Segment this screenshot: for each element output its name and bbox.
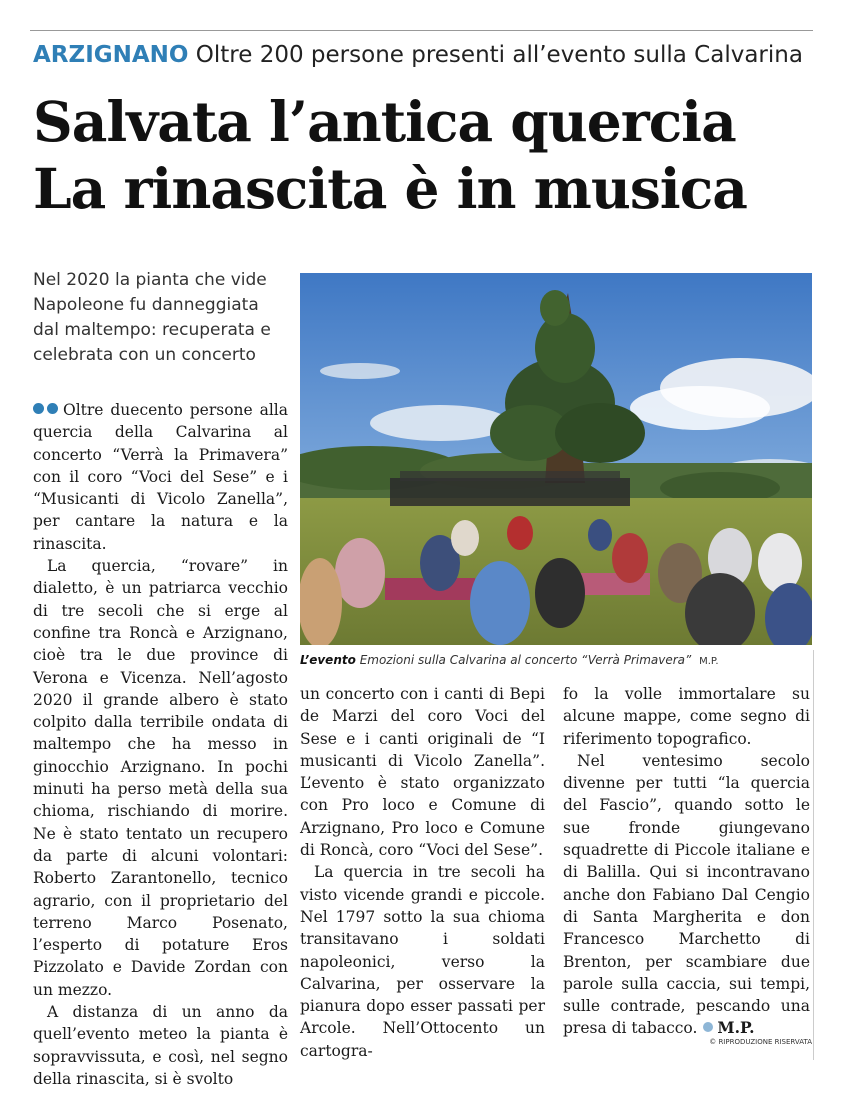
author-signature: M.P. (717, 1018, 755, 1038)
article-column-3 (563, 683, 810, 1040)
headline-line-2: La rinascita è in musica (33, 156, 747, 221)
headline-line-1: Salvata l’antica quercia (33, 89, 736, 154)
headline (33, 88, 823, 222)
caption-text: Emozioni sulla Calvarina al concerto “Verrà Primavera” (359, 653, 692, 667)
article-column-2 (300, 683, 545, 1062)
caption-head: L’evento (300, 653, 356, 667)
concert-photo (300, 273, 812, 645)
article-column-1 (33, 398, 288, 1090)
paragraph-4-start: La quercia in tre secoli ha visto vicende grandi e piccole. Nel 1797 sotto la sua chioma transitavano i soldati napoleonici, verso la Calvarina, per osservare la pianura dopo esser passati per Arcole. Nell’Ottocento un cartogra- (300, 863, 545, 1060)
kicker (33, 42, 823, 68)
photo-caption (300, 653, 820, 667)
paragraph-3-start: A distanza di un anno da quell’evento meteo la pianta è sopravvissuta, e così, nel segno della rinascita, si è svolto (33, 1003, 288, 1088)
paragraph-3-continued: un concerto con i canti di Bepi de Marzi del coro Voci del Sese e i canti originali de “I musicanti di Vicolo Zanella”. L’evento è stato organizzato con Pro loco e Comune di Arzignano, Pro loco e Comune di Roncà, coro “Voci del Sese”. (300, 685, 545, 860)
paragraph-4-continued: fo la volle immortalare su alcune mappe, come segno di riferimento topografico. (563, 685, 810, 748)
caption-credit: M.P. (699, 656, 719, 667)
paragraph-5: Nel ventesimo secolo divenne per tutti “la quercia del Fascio”, quando sotto le sue fronde giungevano squadrette di Piccole italiane e di Balilla. Qui si incontravano anche don Fabiano Dal Cengio di Santa Margherita e don Francesco Marchetto di Brenton, per scambiare due parole sulla caccia, sui tempi, sulle contrade, pescando una presa di tabacco. (563, 751, 810, 1038)
paragraph-1-container (33, 398, 288, 555)
summary: Nel 2020 la pianta che vide Napoleone fu danneggiata dal maltempo: recuperata e celebrata con un concerto (33, 270, 271, 365)
top-rule (30, 30, 813, 31)
kicker-place: ARZIGNANO (33, 42, 189, 68)
bullet-dots-icon (33, 398, 63, 410)
paragraph-2: La quercia, “rovare” in dialetto, è un patriarca vecchio di tre secoli che si erge al confine tra Roncà e Arzignano, cioè tra le due province di Verona e Vicenza. Nell’agosto 2020 il grande albero è stato colpito dalla terribile ondata di maltempo che ha messo in ginocchio Arzignano. In pochi minuti ha perso metà della sua chioma, rischiando di morire. Ne è stato tentato un recupero da parte di alcuni volontari: Roberto Zarantonello, tecnico agrario, con il proprietario del terreno Marco Posenato, l’esperto di potature Eros Pizzolato e Davide Zordan con un mezzo. (33, 557, 288, 999)
paragraph-1: Oltre duecento persone alla quercia della Calvarina al concerto “Verrà la Primavera” con il coro “Voci del Sese” e i “Musicanti di Vicolo Zanella”, per cantare la natura e la rinascita. (33, 401, 288, 553)
signature-dot-icon (703, 1022, 713, 1032)
column-divider (813, 650, 814, 1060)
paragraph-5-container (563, 750, 810, 1040)
concert-photo-illustration (300, 273, 812, 645)
copyright-notice: © RIPRODUZIONE RISERVATA (709, 1038, 812, 1046)
kicker-subtitle: Oltre 200 persone presenti all’evento sulla Calvarina (195, 42, 803, 68)
